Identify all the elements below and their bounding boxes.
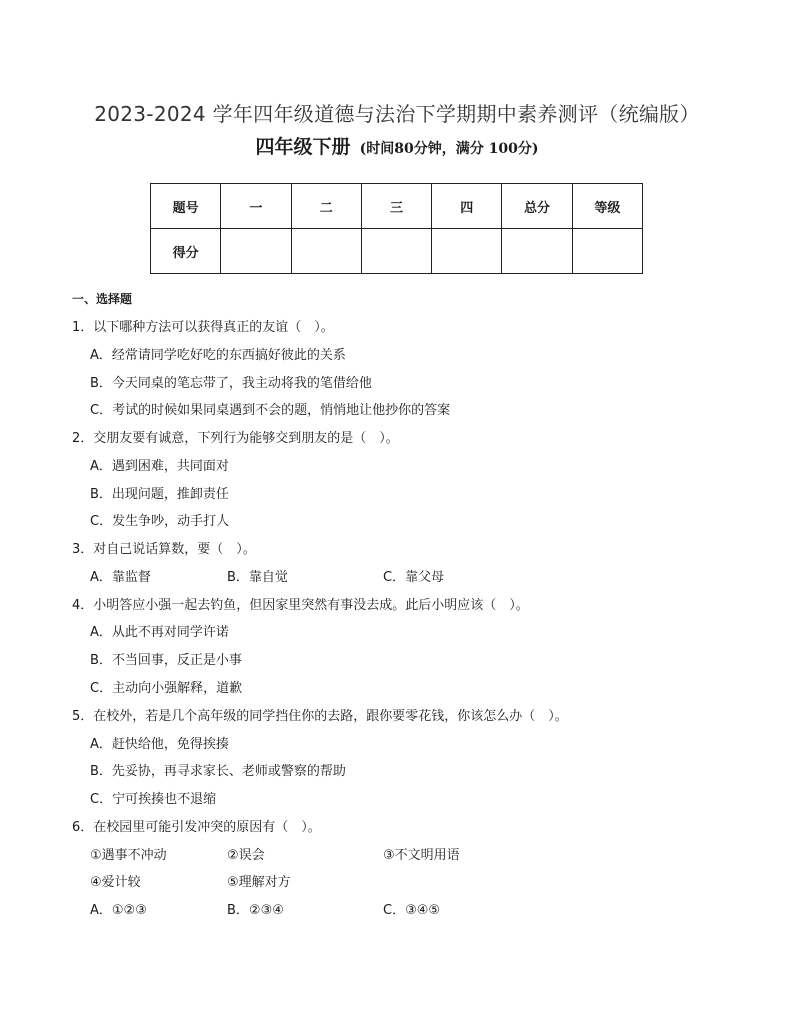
question-option: C．宁可挨揍也不退缩	[90, 792, 217, 807]
question-item: ①遇事不冲动	[90, 848, 167, 863]
question-stem: 4．小明答应小强一起去钓鱼，但因家里突然有事没去成。此后小明应该（ ）。	[72, 598, 529, 613]
score-header-cell: 等级	[572, 184, 642, 229]
question-stem: 6．在校园里可能引发冲突的原因有（ ）。	[72, 820, 321, 835]
question-option: A．遇到困难，共同面对	[90, 459, 229, 474]
page-title: 2023-2024 学年四年级道德与法治下学期期中素养测评（统编版）	[94, 102, 700, 126]
subtitle-time-note: (时间80分钟，满分 100分)	[359, 141, 539, 157]
score-header-cell: 四	[432, 184, 502, 229]
score-header-cell: 题号	[151, 184, 221, 229]
question-option: B．不当回事，反正是小事	[90, 653, 242, 668]
score-header-cell: 总分	[502, 184, 572, 229]
subtitle-grade: 四年级下册	[255, 136, 351, 158]
question-stem: 3．对自己说话算数，要（ ）。	[72, 542, 256, 557]
question-option: B．靠自觉	[227, 570, 288, 585]
question-option: C．主动向小强解释，道歉	[90, 681, 243, 696]
question-stem: 5．在校外，若是几个高年级的同学挡住你的去路，跟你要零花钱，你该怎么办（ ）。	[72, 709, 568, 724]
question-stem: 1．以下哪种方法可以获得真正的友谊（ ）。	[72, 320, 334, 335]
question-option: C．发生争吵，动手打人	[90, 514, 230, 529]
score-cell-empty	[572, 229, 642, 274]
question-item: ④爱计较	[90, 875, 141, 890]
question-option: C．考试的时候如果同桌遇到不会的题，悄悄地让他抄你的答案	[90, 403, 451, 418]
question-item: ②误会	[227, 848, 265, 863]
question-item: ③不文明用语	[383, 848, 460, 863]
score-cell-empty	[291, 229, 361, 274]
question-option: B．②③④	[227, 903, 284, 918]
question-option: B．先妥协，再寻求家长、老师或警察的帮助	[90, 764, 346, 779]
score-table-header-row	[151, 184, 643, 229]
question-option: A．从此不再对同学许诺	[90, 625, 229, 640]
score-table-score-row	[151, 229, 643, 274]
section-title: 一、选择题	[72, 292, 133, 306]
score-cell-empty	[432, 229, 502, 274]
question-option: A．赶快给他，免得挨揍	[90, 737, 229, 752]
page-subtitle	[0, 132, 794, 159]
score-row-label: 得分	[151, 229, 221, 274]
score-cell-empty	[221, 229, 291, 274]
question-option: B．出现问题，推卸责任	[90, 487, 229, 502]
question-option: B．今天同桌的笔忘带了，我主动将我的笔借给他	[90, 376, 372, 391]
question-option: A．经常请同学吃好吃的东西搞好彼此的关系	[90, 348, 346, 363]
score-header-cell: 二	[291, 184, 361, 229]
score-table	[150, 183, 643, 274]
score-header-cell: 一	[221, 184, 291, 229]
question-option: A．靠监督	[90, 570, 151, 585]
score-cell-empty	[502, 229, 572, 274]
question-option: C．③④⑤	[383, 903, 441, 918]
question-option: A．①②③	[90, 903, 147, 918]
question-stem: 2．交朋友要有诚意，下列行为能够交到朋友的是（ ）。	[72, 431, 399, 446]
question-item: ⑤理解对方	[227, 875, 291, 890]
score-header-cell: 三	[361, 184, 431, 229]
question-option: C．靠父母	[383, 570, 445, 585]
score-cell-empty	[361, 229, 431, 274]
